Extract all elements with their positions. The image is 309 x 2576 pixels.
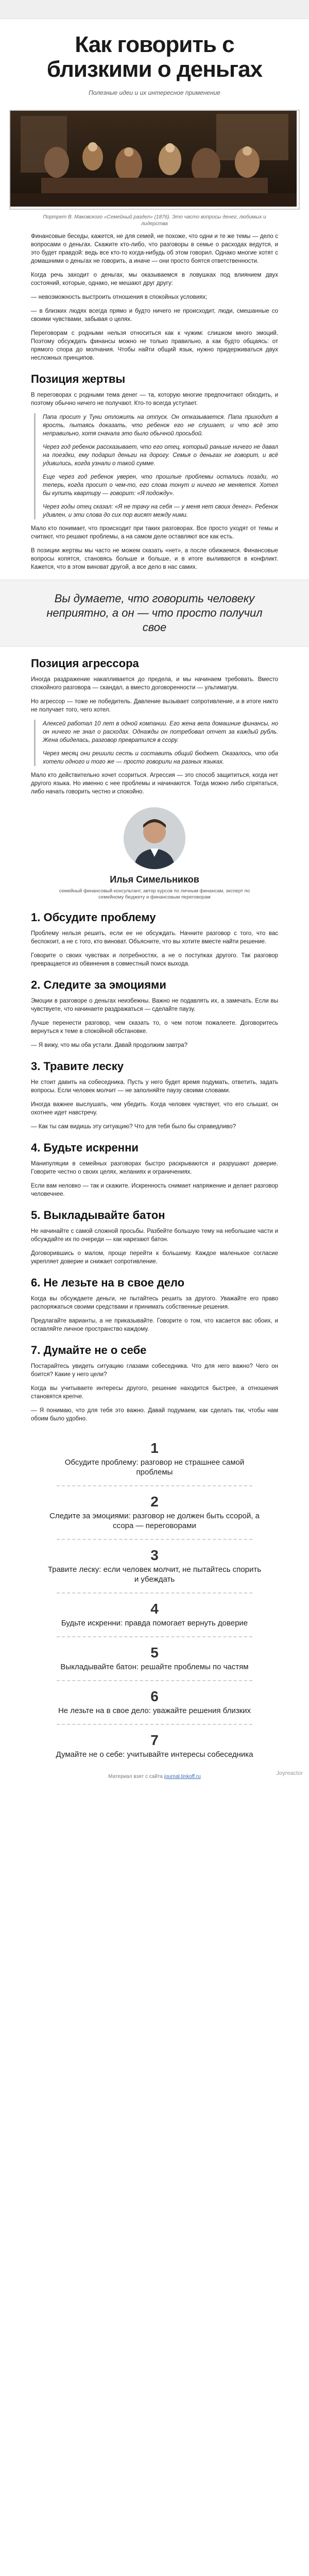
- tip-paragraph: Предлагайте варианты, а не приказывайте. Говорите о том, что касается вас обоих, и оставляйте личное пространство каждому.: [31, 1318, 278, 1332]
- story-paragraph: Папа просит у Туни отложить на отпуск. Он отказывается. Папа приходит в ярость, пытаясь доказать, что ребенок его не слушает, и что всё это неправильно, хотя сначала это было обычной просьбой.: [43, 414, 278, 437]
- tip-paragraph: — Как ты сам видишь эту ситуацию? Что для тебя было бы справедливо?: [31, 1124, 236, 1130]
- section-paragraph: Мало кто действительно хочет ссориться. Агрессия — это способ защититься, когда нет другого языка. Но именно с нее проблемы и начинаются. Тогда можно либо спрятаться, либо начать говорить честно и спокойно.: [31, 772, 278, 795]
- tip-paragraph: Манипуляции в семейных разговорах быстро раскрываются и разрушают доверие. Говорите честно о своих целях, желаниях и ограничениях.: [31, 1161, 278, 1175]
- pull-quote: Вы думаете, что говорить человеку неприятно, а он — что просто получил свое: [0, 580, 309, 647]
- summary-number: 3: [150, 1547, 159, 1563]
- story-paragraph: Через месяц они решили сесть и составить общий бюджет. Оказалось, что оба хотели одного и того же — просто говорили на разных языках.: [43, 751, 278, 765]
- tip-heading: 6. Не лезьте на в свое дело: [31, 1276, 185, 1289]
- dashed-divider: [57, 1724, 252, 1725]
- intro-paragraph: Переговорам с родными нельзя относиться как к чужим: слишком много эмоций. Поэтому обсуждать финансы можно не только правильно, а как будто общаясь: от прямого спора до молчания. Чтобы найти общий язык, нужно придерживаться двух несложных принципов.: [31, 330, 278, 361]
- summary-text: Не лезьте на в свое дело: уважайте решения близких: [58, 1706, 251, 1715]
- title-block: [0, 19, 309, 106]
- summary-text: Думайте не о себе: учитывайте интересы собеседника: [56, 1750, 253, 1759]
- example-story: [34, 720, 278, 766]
- dashed-divider: [57, 1539, 252, 1540]
- tip-paragraph: Когда вы обсуждаете деньги, не пытайтесь решить за другого. Уважайте его право распоряжаться своими средствами и принимать собственные решения.: [31, 1296, 278, 1310]
- source-label: Материал взят с сайта: [108, 1774, 163, 1780]
- tip-paragraph: Не стоит давить на собеседника. Пусть у него будет время подумать, ответить, задать вопросы. Если человек молчит — не заполняйте паузу своими словами.: [31, 1079, 278, 1094]
- tip-heading: 5. Выкладывайте батон: [31, 1209, 165, 1222]
- summary-item: [31, 1440, 278, 1486]
- summary-text: Обсудите проблему: разговор не страшнее самой проблемы: [64, 1458, 245, 1477]
- tip-paragraph: Проблему нельзя решить, если ее не обсуждать. Начните разговор с того, что вас беспокоит, а не с того, кто виноват. Объясните, что вы хотите вместе найти решение.: [31, 930, 278, 945]
- intro-list-item: — невозможность выстроить отношения в спокойных условиях;: [31, 294, 208, 300]
- author-block: [31, 807, 278, 901]
- tip-heading: 3. Травите леску: [31, 1060, 124, 1073]
- author-description: семейный финансовый консультант, автор курсов по личным финансам, эксперт по семейному бюджету и финансовым переговорам: [59, 888, 250, 900]
- tip-paragraph: Говорите о своих чувствах и потребностях, а не о поступках другого. Так разговор превращается из обвинения в совместный поиск выхода.: [31, 953, 278, 967]
- section-heading-victim: Позиция жертвы: [31, 372, 126, 385]
- story-paragraph: Через год ребенок рассказывает, что его отец, который раньше ничего не давал на поездки, ему подарил деньги на дорогу. Семья о деньгах не говорит, и всё удивились, когда узнали о такой сумме.: [43, 444, 278, 467]
- summary-number: 5: [150, 1645, 159, 1660]
- story-paragraph: Алексей работал 10 лет в одной компании. Его жена вела домашние финансы, но он ничего не знал о расходах. Однажды он потребовал отчет за каждый рубль. Жена обиделась, разговор превратился в ссору.: [43, 721, 278, 743]
- tip-paragraph: Лучше перенести разговор, чем сказать то, о чем потом пожалеете. Договоритесь вернуться к теме в спокойной обстановке.: [31, 1020, 278, 1035]
- tip-heading: 2. Следите за эмоциями: [31, 978, 166, 991]
- dashed-divider: [57, 1636, 252, 1637]
- summary-number: 6: [150, 1688, 159, 1704]
- top-bar: [0, 0, 309, 19]
- summary-list: [0, 1429, 309, 1759]
- summary-text: Будьте искренни: правда помогает вернуть доверие: [61, 1619, 248, 1628]
- summary-item: [31, 1547, 278, 1594]
- tip-paragraph: Когда вы учитываете интересы другого, решение находится быстрее, а отношения становятся крепче.: [31, 1385, 278, 1400]
- intro-paragraph: Финансовые беседы, кажется, не для семей, не похоже, что одни и те же темы — дело с вопросами о деньгах. Скажите кто-либо, что разговоры в семье о расходах ведутся, и это будет правдой: ведь все кто-то когда-нибудь об этом говорил. Однако многие хотят с домашними о деньгах не говорить, а иначе — они просто боятся ответственности.: [31, 233, 278, 264]
- story-paragraph: Еще через год ребенок уверен, что прошлые проблемы остались позади, но теперь, когда просит о чем-то, его слова тонут и ничего не меняется. Хотел бы купить квартиру — говорит: «Я подожду».: [43, 474, 278, 497]
- summary-text: Травите леску: если человек молчит, не пытайтесь спорить и убеждать: [47, 1565, 262, 1584]
- author-name: Илья Симельников: [110, 874, 199, 885]
- example-story: [34, 413, 278, 519]
- section-paragraph: В позиции жертвы мы часто не можем сказать «нет», а после обижаемся. Финансовые вопросы копятся, становясь больше и больше, и в итоге выливаются в конфликт. Кажется, что в этом виноват другой, а все дело в нас самих.: [31, 548, 278, 570]
- summary-item: [31, 1645, 278, 1681]
- tip-heading: 1. Обсудите проблему: [31, 911, 156, 924]
- summary-item: [31, 1601, 278, 1637]
- section-paragraph: Мало кто понимает, что происходит при таких разговорах. Все просто уходят от темы и считают, что решают проблемы, а на самом деле оставляют все как есть.: [31, 526, 278, 540]
- tip-paragraph: Если вам неловко — так и скажите. Искренность снимает напряжение и делает разговор человечнее.: [31, 1183, 278, 1197]
- source-note: [0, 1774, 309, 1780]
- section-paragraph: Но агрессор — тоже не победитель. Давление вызывает сопротивление, и в итоге никто не получает того, чего хотел.: [31, 699, 278, 713]
- summary-number: 2: [150, 1494, 159, 1510]
- section-paragraph: В переговорах с родными тема денег — та, которую многие предпочитают обходить, и поэтому обычно ничего не получают. Кто-то всегда уступает.: [31, 392, 278, 406]
- tip-paragraph: Иногда важнее выслушать, чем убедить. Когда человек чувствует, что его слышат, он охотнее идет навстречу.: [31, 1101, 278, 1116]
- story-paragraph: Через годы отец сказал: «Я не трачу на себя — у меня нет своих денег». Ребенок удивлен, и эти слова до сих пор висят между ними.: [43, 504, 278, 518]
- tip-heading: 7. Думайте не о себе: [31, 1344, 147, 1357]
- painting-caption: Портрет В. Маковского «Семейный раздел» (1876). Это часто вопросы денег, любимых и лидерства: [43, 214, 266, 227]
- summary-item: [31, 1494, 278, 1540]
- tip-heading: 4. Будьте искренни: [31, 1141, 139, 1154]
- page-title: Как говорить с близкими о деньгах: [46, 32, 263, 82]
- summary-number: 7: [150, 1732, 159, 1748]
- dashed-divider: [57, 1485, 252, 1486]
- section-paragraph: Иногда раздражение накапливается до предела, и мы начинаем требовать. Вместо спокойного разговора — скандал, а вместо договоренности — ультиматум.: [31, 676, 278, 691]
- tip-paragraph: — Я вижу, что мы оба устали. Давай продолжим завтра?: [31, 1042, 188, 1048]
- article-body: [0, 232, 309, 1423]
- tip-paragraph: Эмоции в разговоре о деньгах неизбежны. Важно не подавлять их, а замечать. Если вы чувствуете, что начинаете раздражаться — сделайте паузу.: [31, 998, 278, 1012]
- source-link[interactable]: journal.tinkoff.ru: [164, 1774, 201, 1780]
- dashed-divider: [57, 1680, 252, 1681]
- dashed-divider: [57, 1592, 252, 1594]
- tip-paragraph: Договорившись о малом, проще перейти к большему. Каждое маленькое согласие укрепляет доверие и снижает сопротивление.: [31, 1250, 278, 1265]
- tip-paragraph: — Я понимаю, что для тебя это важно. Давай подумаем, как сделать так, чтобы нам обоим было удобно.: [31, 1408, 278, 1422]
- avatar: [124, 807, 185, 869]
- summary-number: 4: [150, 1601, 159, 1617]
- intro-list-item: — в близких людях всегда прямо и будто ничего не происходит, люди, смешанные со своими чувствами, забывая о целях.: [31, 308, 278, 323]
- summary-item: [31, 1732, 278, 1759]
- summary-number: 1: [150, 1440, 159, 1456]
- author-photo: [124, 807, 185, 869]
- painting-illustration: [10, 111, 297, 207]
- tip-paragraph: Не начинайте с самой сложной просьбы. Разбейте большую тему на небольшие части и обсуждайте их по очереди — как нарезают батон.: [31, 1228, 278, 1243]
- hero-painting: [9, 110, 300, 210]
- page-subtitle: Полезные идеи и их интересное применение: [89, 89, 220, 96]
- section-heading-aggressor: Позиция агрессора: [31, 657, 139, 670]
- summary-item: [31, 1688, 278, 1725]
- tip-paragraph: Постарайтесь увидеть ситуацию глазами собеседника. Что для него важно? Чего он боится? Какие у него цели?: [31, 1363, 278, 1378]
- site-brand: Joyreactor: [276, 1770, 303, 1776]
- summary-text: Следите за эмоциями: разговор не должен быть ссорой, а ссора — переговорами: [49, 1512, 260, 1530]
- summary-text: Выкладывайте батон: решайте проблемы по частям: [60, 1663, 249, 1671]
- intro-paragraph: Когда речь заходит о деньгах, мы оказываемся в ловушках под влиянием двух состояний, которые, однако, не мешают друг другу:: [31, 272, 278, 286]
